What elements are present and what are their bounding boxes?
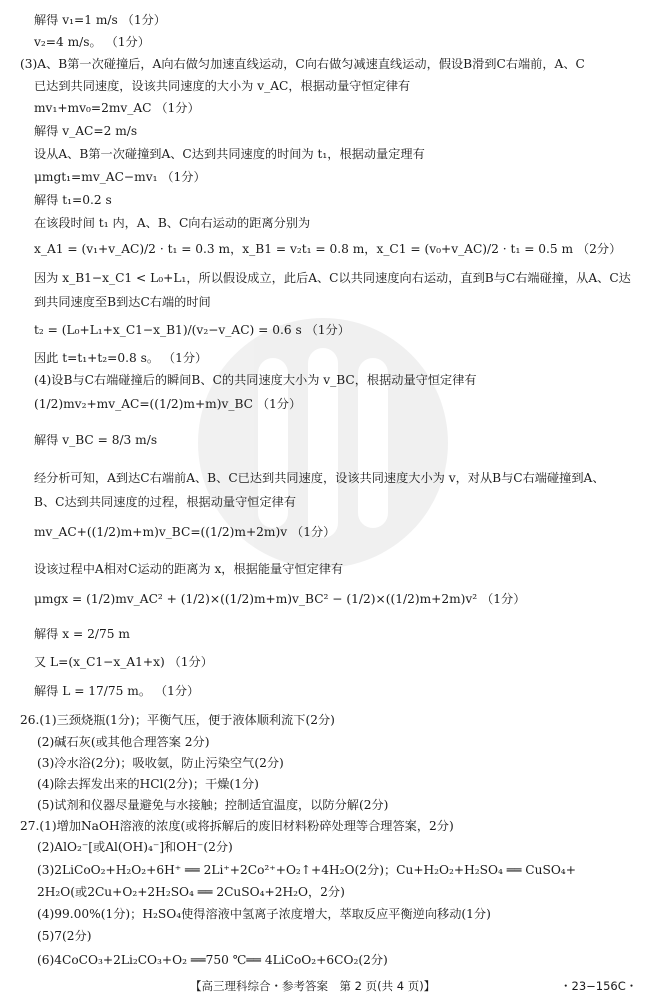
page-footer: [0, 976, 653, 996]
text-line: (4)除去挥发出来的HCl(2分)；干燥(1分): [37, 777, 259, 791]
footer-code: ・23−156C・: [560, 979, 638, 993]
text-line: (3)冷水浴(2分)；吸收氨，防止污染空气(2分): [37, 756, 284, 770]
text-line: v₂=4 m/s。 （1分）: [34, 35, 150, 49]
text-line: (5)7(2分): [37, 929, 92, 943]
text-line: 27.(1)增加NaOH溶液的浓度(或将拆解后的废旧材料粉碎处理等合理答案，2分): [20, 819, 454, 833]
text-line: (2)碱石灰(或其他合理答案 2分): [37, 735, 210, 749]
text-line: 到共同速度至B到达C右端的时间: [34, 295, 211, 309]
text-line: 因为 x_B1−x_C1 < L₀+L₁，所以假设成立，此后A、C以共同速度向右运动，直到B与C右端碰撞，从A、C达: [34, 271, 631, 285]
equation: mv₁+mv₀=2mv_AC （1分）: [34, 101, 200, 115]
equation: μmgt₁=mv_AC−mv₁ （1分）: [34, 170, 206, 184]
footer-title: 【高三理科综合・参考答案 第 2 页(共 4 页)】: [190, 979, 436, 993]
text-line: (4)设B与C右端碰撞后的瞬间B、C的共同速度大小为 v_BC，根据动量守恒定律有: [34, 373, 477, 387]
text-line: 经分析可知，A到达C右端前A、B、C已达到共同速度，设该共同速度大小为 v，对从B与C右端碰撞到A、: [34, 471, 605, 485]
text-line: 因此 t=t₁+t₂=0.8 s。 （1分）: [34, 351, 208, 365]
equation: (6)4CoCO₃+2Li₂CO₃+O₂ ══750 ℃══ 4LiCoO₂+6CO₂(2分): [37, 953, 388, 967]
text-line: 设从A、B第一次碰撞到A、C达到共同速度的时间为 t₁，根据动量定理有: [34, 147, 425, 161]
equation: 解得 L = 17/75 m。 （1分）: [34, 684, 200, 698]
equation: (3)2LiCoO₂+H₂O₂+6H⁺ ══ 2Li⁺+2Co²⁺+O₂↑+4H₂O(2分)；Cu+H₂O₂+H₂SO₄ ══ CuSO₄+: [37, 863, 576, 877]
equation: 又 L=(x_C1−x_A1+x) （1分）: [34, 655, 213, 669]
text-line: 解得 v₁=1 m/s （1分）: [34, 13, 166, 27]
text-line: 解得 t₁=0.2 s: [34, 193, 112, 207]
equation: mv_AC+((1/2)m+m)v_BC=((1/2)m+2m)v （1分）: [34, 525, 336, 539]
text-line: (5)试剂和仪器尽量避免与水接触；控制适宜温度，以防分解(2分): [37, 798, 389, 812]
equation: t₂ = (L₀+L₁+x_C1−x_B1)/(v₂−v_AC) = 0.6 s （1分）: [34, 323, 350, 337]
equation: 解得 x = 2/75 m: [34, 627, 130, 641]
text-line: (3)A、B第一次碰撞后，A向右做匀加速直线运动，C向右做匀减速直线运动，假设B滑到C右端前，A、C: [20, 57, 585, 71]
text-line: (4)99.00%(1分)；H₂SO₄使得溶液中氢离子浓度增大，萃取反应平衡逆向移动(1分): [37, 907, 491, 921]
text-line: 已达到共同速度，设该共同速度的大小为 v_AC，根据动量守恒定律有: [34, 79, 411, 93]
text-line: 设该过程中A相对C运动的距离为 x，根据能量守恒定律有: [34, 562, 344, 576]
equation: 解得 v_BC = 8/3 m/s: [34, 433, 158, 447]
text-line: (2)AlO₂⁻[或Al(OH)₄⁻]和OH⁻(2分): [37, 840, 233, 854]
equation: 2H₂O(或2Cu+O₂+2H₂SO₄ ══ 2CuSO₄+2H₂O，2分): [37, 885, 345, 899]
equation: (1/2)mv₂+mv_AC=((1/2)m+m)v_BC （1分）: [34, 397, 302, 411]
text-line: 26.(1)三颈烧瓶(1分)；平衡气压，便于液体顺利流下(2分): [20, 713, 335, 727]
equation: μmgx = (1/2)mv_AC² + (1/2)×((1/2)m+m)v_BC² − (1/2)×((1/2)m+2m)v² （1分）: [34, 592, 526, 606]
text-line: 在该段时间 t₁ 内，A、B、C向右运动的距离分别为: [34, 216, 311, 230]
text-line: 解得 v_AC=2 m/s: [34, 124, 138, 138]
equation: x_A1 = (v₁+v_AC)/2 · t₁ = 0.3 m，x_B1 = v₂t₁ = 0.8 m，x_C1 = (v₀+v_AC)/2 · t₁ = 0.5 m （2分）: [34, 242, 622, 256]
text-line: B、C达到共同速度的过程，根据动量守恒定律有: [34, 495, 297, 509]
